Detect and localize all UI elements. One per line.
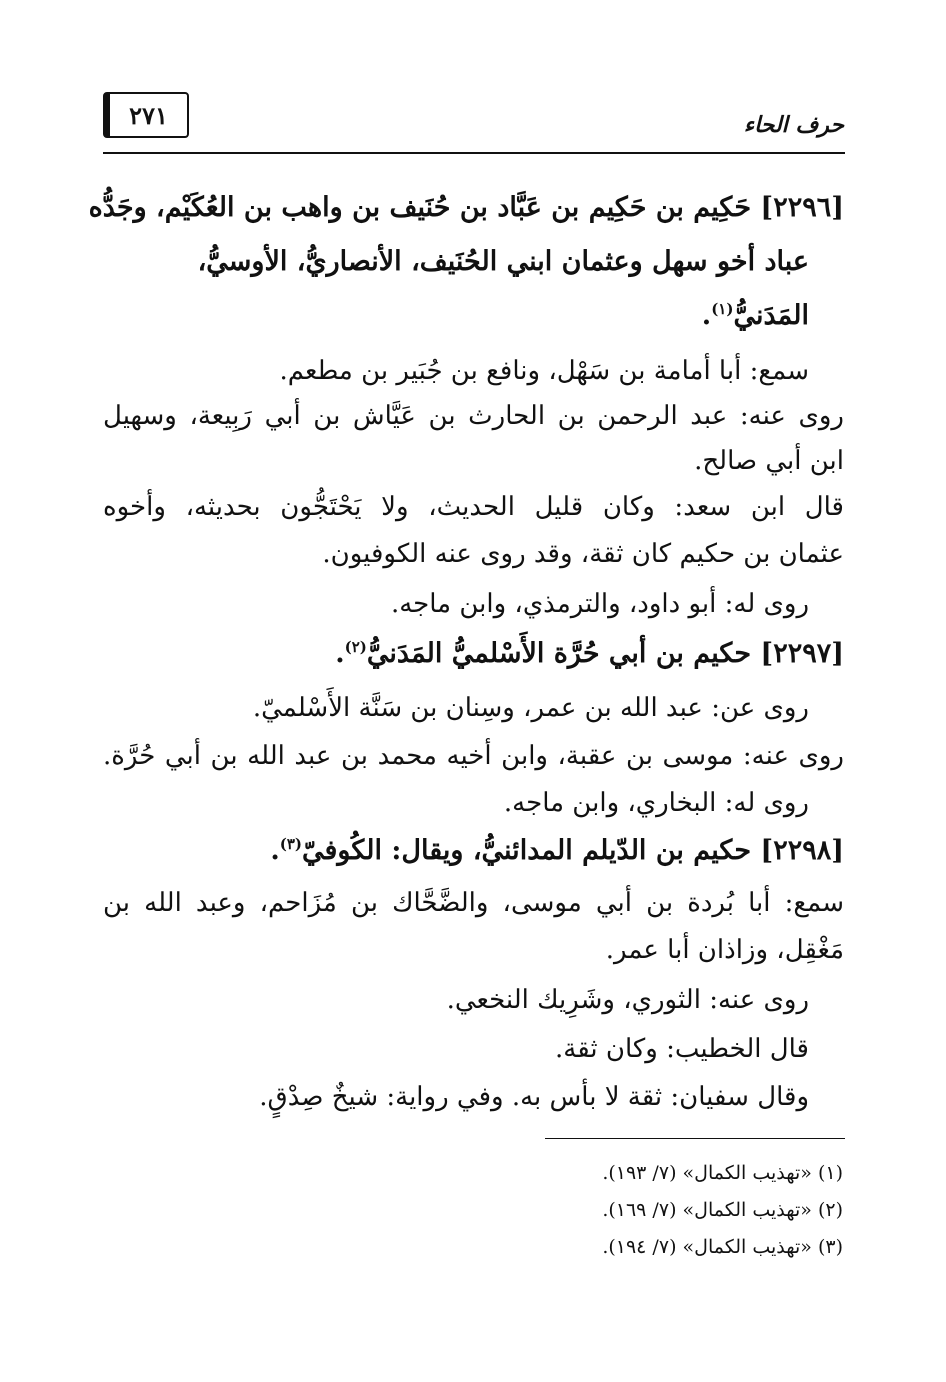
body-line: روى له: أبو داود، والترمذي، وابن ماجه.: [390, 589, 809, 619]
body-line: ابن أبي صالح.: [694, 446, 844, 476]
heading-terminal: .: [335, 638, 345, 669]
body-line: سمع: أبا أمامة بن سَهْل، ونافع بن جُبَير بن مطعم.: [279, 356, 809, 386]
entry-heading-text: المَدَنيُّ: [733, 300, 809, 331]
entry-heading-line: [702, 297, 809, 335]
body-line: قال الخطيب: وكان ثقة.: [555, 1034, 809, 1064]
body-line: قال ابن سعد: وكان قليل الحديث، ولا يَحْتَجُّون بحديثه، وأخوه: [103, 492, 844, 522]
body-line: روى له: البخاري، وابن ماجه.: [503, 788, 809, 818]
entry-heading-line: [335, 635, 844, 673]
footnote-rule: [545, 1138, 845, 1139]
body-line: سمع: أبا بُردة بن أبي موسى، والضَّحَّاك بن مُزَاحم، وعبد الله بن: [103, 888, 844, 918]
body-line: روى عنه: عبد الرحمن بن الحارث بن عَيَّاش بن أبي رَبِيعة، وسهيل: [103, 401, 844, 431]
header-rule: [103, 152, 845, 154]
entry-heading-line: عباد أخو سهل وعثمان ابني الحُنَيف، الأنصاريُّ، الأوسيُّ،: [197, 246, 809, 277]
footnote: (٢) «تهذيب الكمال» (٧/ ١٦٩).: [602, 1199, 843, 1221]
body-line: وقال سفيان: ثقة لا بأس به. وفي رواية: شيخٌ صِدْقٍ.: [259, 1082, 809, 1112]
body-line: مَغْقِل، وزاذان أبا عمر.: [605, 935, 844, 965]
body-line: عثمان بن حكيم كان ثقة، وقد روى عنه الكوفيون.: [322, 539, 844, 569]
footnote-reference: (٣): [279, 835, 302, 853]
heading-terminal: .: [270, 835, 280, 866]
running-title: حرف الحاء: [743, 112, 844, 138]
footnote: (١) «تهذيب الكمال» (٧/ ١٩٣).: [602, 1162, 843, 1184]
footnote-reference: (٢): [344, 638, 367, 656]
body-line: روى عن: عبد الله بن عمر، وسِنان بن سَنَّة الأَسْلميّ.: [252, 693, 809, 723]
body-line: روى عنه: الثوري، وشَرِيك النخعي.: [446, 985, 809, 1015]
entry-heading-text: [٢٢٩٨] حكيم بن الدّيلم المدائنيُّ، ويقال: الكُوفيّ: [302, 835, 844, 866]
footnote-reference: (١): [711, 300, 734, 318]
entry-heading-line: [270, 832, 844, 870]
entry-heading-line: [٢٢٩٦] حَكِيم بن حَكِيم بن عَبَّاد بن حُنَيف بن واهب بن العُكَيْم، وجَدُّه: [88, 192, 844, 223]
entry-heading-text: [٢٢٩٧] حكيم بن أبي حُرَّة الأَسْلميُّ المَدَنيُّ: [366, 638, 844, 669]
page-number: ٢٧١: [103, 92, 189, 138]
footnote: (٣) «تهذيب الكمال» (٧/ ١٩٤).: [602, 1236, 843, 1258]
heading-terminal: .: [701, 300, 712, 331]
body-line: روى عنه: موسى بن عقبة، وابن أخيه محمد بن عبد الله بن أبي حُرَّة.: [103, 741, 844, 771]
